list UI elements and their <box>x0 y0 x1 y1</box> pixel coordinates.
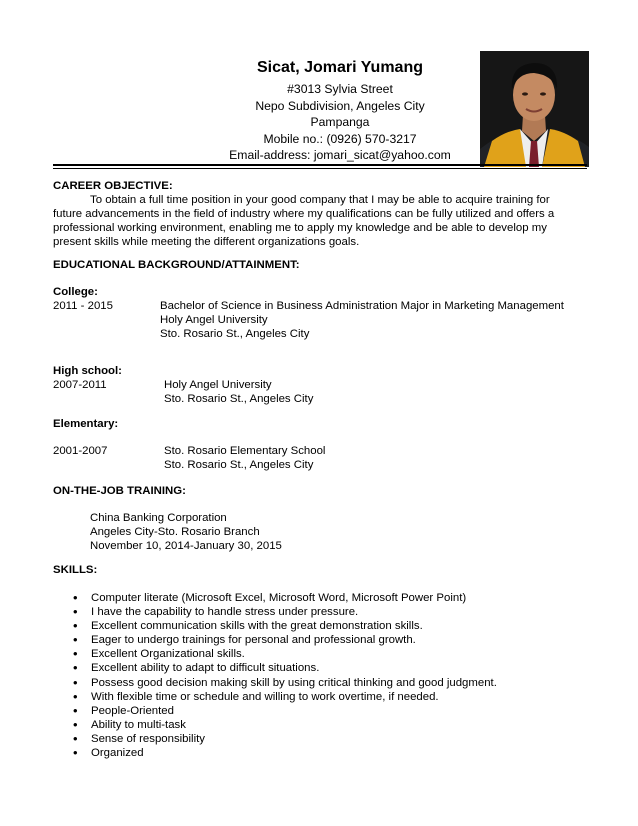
high-school-label: High school: <box>53 365 122 377</box>
college-label: College: <box>53 286 98 298</box>
career-objective-line-3: professional working environment, enabling me to apply my knowledge and be able to develop my <box>53 222 547 234</box>
elementary-label: Elementary: <box>53 418 119 430</box>
portrait-photo-icon <box>480 51 589 167</box>
high-school-address: Sto. Rosario St., Angeles City <box>164 393 314 405</box>
skill-item: • Excellent Organizational skills. <box>73 647 497 661</box>
skill-item: • Eager to undergo trainings for personal and professional growth. <box>73 633 497 647</box>
college-school: Holy Angel University <box>160 314 268 326</box>
skills-heading: SKILLS: <box>53 564 98 576</box>
elementary-address: Sto. Rosario St., Angeles City <box>164 459 314 471</box>
ojt-dates: November 10, 2014-January 30, 2015 <box>90 540 282 552</box>
college-years: 2011 - 2015 <box>53 300 113 312</box>
applicant-name: Sicat, Jomari Yumang <box>257 59 423 76</box>
elementary-years: 2001-2007 <box>53 445 108 457</box>
career-objective-line-1: To obtain a full time position in your good company that I may be able to acquire training for <box>90 194 550 206</box>
skill-item: • Possess good decision making skill by using critical thinking and good judgment. <box>73 676 497 690</box>
portrait-photo-drawing <box>480 51 589 167</box>
skill-item: • People-Oriented <box>73 704 497 718</box>
elementary-school: Sto. Rosario Elementary School <box>164 445 326 457</box>
email-address: Email-address: jomari_sicat@yahoo.com <box>229 148 451 162</box>
ojt-heading: ON-THE-JOB TRAINING: <box>53 485 186 497</box>
ojt-company: China Banking Corporation <box>90 512 227 524</box>
career-objective-line-4: present skills while meeting the different organizations goals. <box>53 236 360 248</box>
education-heading: EDUCATIONAL BACKGROUND/ATTAINMENT: <box>53 259 300 271</box>
college-address: Sto. Rosario St., Angeles City <box>160 328 310 340</box>
skills-list <box>73 591 497 760</box>
header-divider-thick <box>53 164 587 166</box>
high-school-years: 2007-2011 <box>53 379 107 391</box>
college-degree: Bachelor of Science in Business Administration Major in Marketing Management <box>160 300 564 312</box>
address-line-3: Pampanga <box>310 115 370 129</box>
skill-item: • I have the capability to handle stress under pressure. <box>73 605 497 619</box>
skill-item: • Excellent ability to adapt to difficult situations. <box>73 661 497 675</box>
ojt-branch: Angeles City-Sto. Rosario Branch <box>90 526 260 538</box>
header-divider-thin <box>53 168 587 169</box>
career-objective-line-2: future advancements in the field of industry where my qualifications can be fully utilized and offers a <box>53 208 555 220</box>
address-line-1: #3013 Sylvia Street <box>287 82 393 96</box>
skill-item: • Excellent communication skills with the great demonstration skills. <box>73 619 497 633</box>
address-line-2: Nepo Subdivision, Angeles City <box>255 98 425 113</box>
skill-item: • With flexible time or schedule and willing to work overtime, if needed. <box>73 690 497 704</box>
career-objective-heading: CAREER OBJECTIVE: <box>53 180 173 192</box>
resume-header <box>180 58 500 164</box>
skill-item: • Computer literate (Microsoft Excel, Microsoft Word, Microsoft Power Point) <box>73 591 497 605</box>
skill-item: • Organized <box>73 746 497 760</box>
skill-item: • Sense of responsibility <box>73 732 497 746</box>
skill-item: • Ability to multi-task <box>73 718 497 732</box>
high-school-name: Holy Angel University <box>164 379 272 391</box>
mobile-number: Mobile no.: (0926) 570-3217 <box>263 131 417 146</box>
